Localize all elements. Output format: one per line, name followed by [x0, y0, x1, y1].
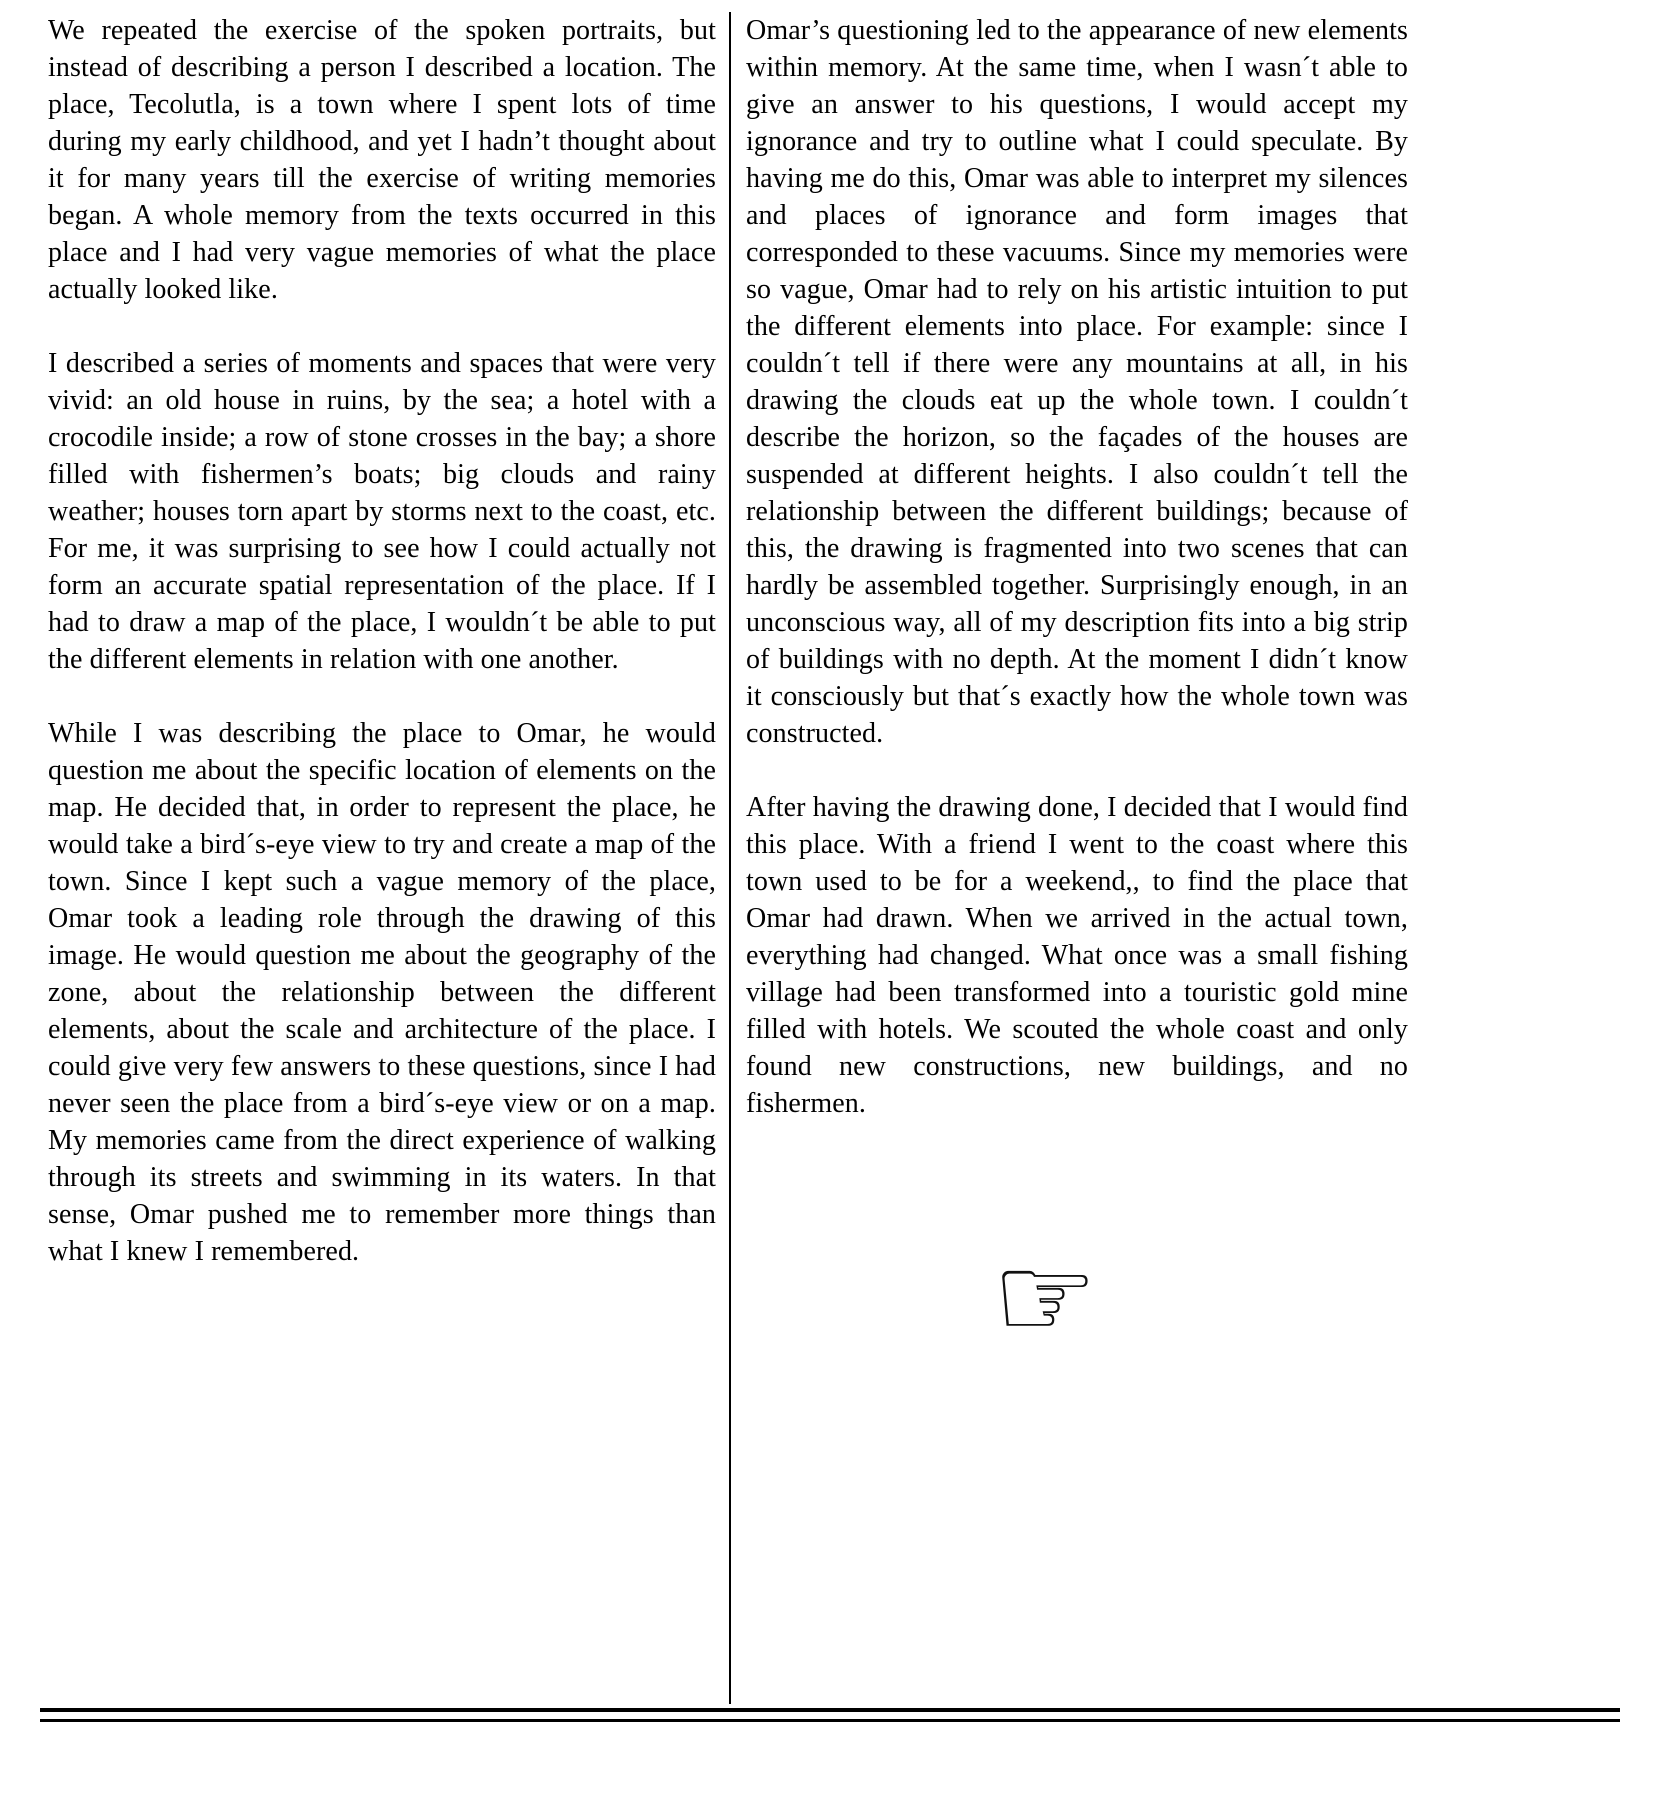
pointing-hand-icon: ☞	[992, 1228, 1098, 1366]
two-column-text-layout	[48, 12, 1408, 1704]
paragraph: After having the drawing done, I decided that I would find this place. With a friend I went to the coast where this town used to be for a weekend,, to find the place that Omar had drawn. When we arrived in the actual town, everything had changed. What once was a small fishing village had been transformed into a touristic gold mine filled with hotels. We scouted the whole coast and only found new constructions, new buildings, and no fishermen.	[746, 792, 1408, 1119]
paragraph: Omar’s questioning led to the appearance of new elements within memory. At the same time, when I wasn´t able to give an answer to his questions, I would accept my ignorance and try to outline what I could speculate. By having me do this, Omar was able to interpret my silences and places of ignorance and form images that corresponded to these vacuums. Since my memories were so vague, Omar had to rely on his artistic intuition to put the different elements into place. For example: since I couldn´t tell if there were any mountains at all, in his drawing the clouds eat up the whole town. I couldn´t describe the horizon, so the façades of the houses are suspended at different heights. I also couldn´t tell the relationship between the different buildings; because of this, the drawing is fragmented into two scenes that can hardly be assembled together. Surprisingly enough, in an unconscious way, all of my description fits into a big strip of buildings with no depth. At the moment I didn´t know it consciously but that´s exactly how the whole town was constructed.	[746, 15, 1408, 749]
right-text-column	[746, 12, 1408, 1122]
bottom-rule-top-line	[40, 1708, 1620, 1712]
bottom-rule-bottom-line	[40, 1719, 1620, 1722]
column-divider-rule	[729, 12, 731, 1704]
paragraph: We repeated the exercise of the spoken portraits, but instead of describing a person I described a location. The place, Tecolutla, is a town where I spent lots of time during my early childhood, and yet I hadn’t thought about it for many years till the exercise of writing memories began. A whole memory from the texts occurred in this place and I had very vague memories of what the place actually looked like.	[48, 15, 716, 305]
left-text-column	[48, 12, 716, 1270]
paragraph: I described a series of moments and spaces that were very vivid: an old house in ruins, by the sea; a hotel with a crocodile inside; a row of stone crosses in the bay; a shore filled with fishermen’s boats; big clouds and rainy weather; houses torn apart by storms next to the coast, etc. For me, it was surprising to see how I could actually not form an accurate spatial representation of the place. If I had to draw a map of the place, I wouldn´t be able to put the different elements in relation with one another.	[48, 348, 716, 675]
paragraph: While I was describing the place to Omar, he would question me about the specific location of elements on the map. He decided that, in order to represent the place, he would take a bird´s-eye view to try and create a map of the town. Since I kept such a vague memory of the place, Omar took a leading role through the drawing of this image. He would question me about the geography of the zone, about the relationship between the different elements, about the scale and architecture of the place. I could give very few answers to these questions, since I had never seen the place from a bird´s-eye view or on a map. My memories came from the direct experience of walking through its streets and swimming in its waters. In that sense, Omar pushed me to remember more things than what I knew I remembered.	[48, 718, 716, 1267]
